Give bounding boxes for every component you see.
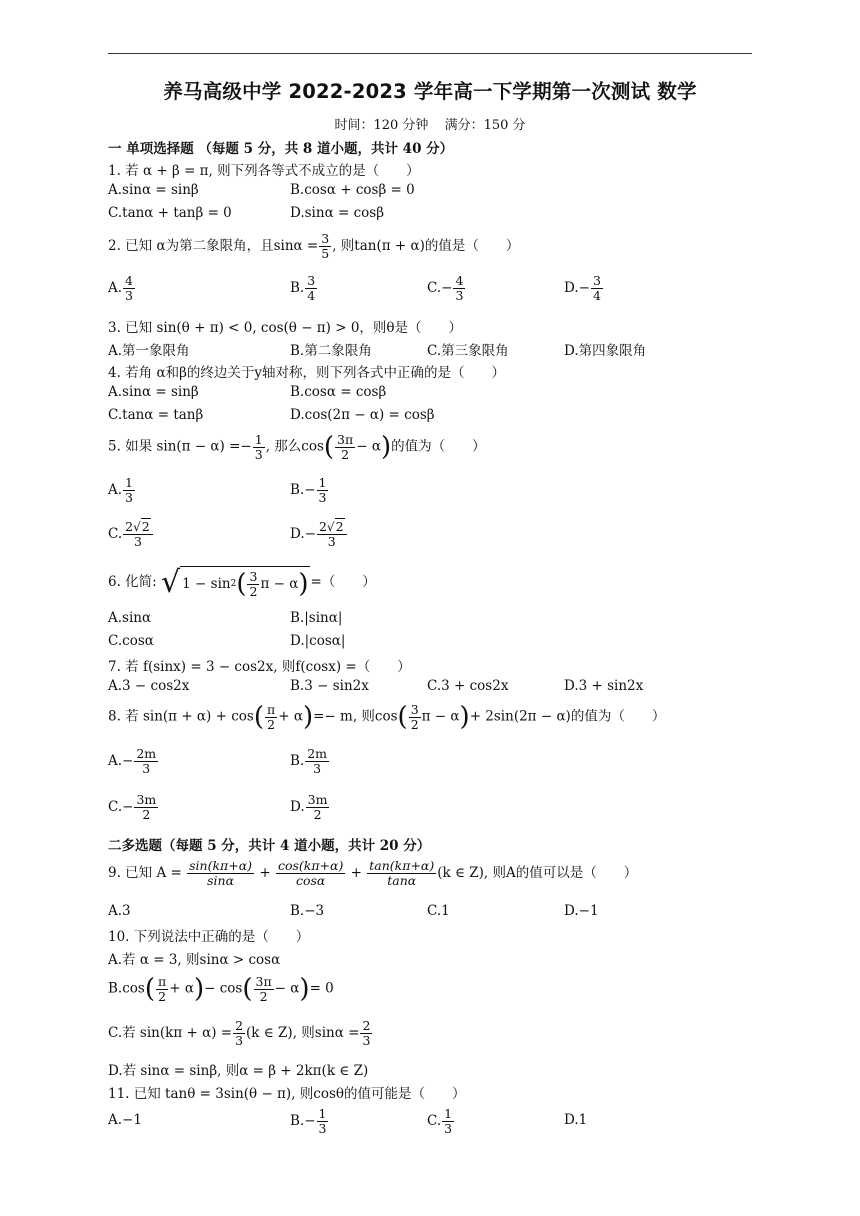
q9-option-c: C.1 [427,903,450,919]
q5-option-c: C. $\frac{2√2}{3}$ [108,520,154,549]
q7-option-c: C.3 + cos2x [427,678,509,694]
page-title: 养马高级中学 2022-2023 学年高一下学期第一次测试 数学 [163,80,697,103]
q11-stem: 11. 已知 tanθ = 3sin(θ − π), 则cosθ的值可能是（ ） [108,1086,466,1102]
q9-option-d: D.−1 [564,903,599,919]
q11-option-d: D.1 [564,1112,588,1128]
q6-option-c: C.cosα [108,633,154,649]
q11-option-b: B.− $\frac{1}{3}$ [290,1106,327,1136]
q4-option-b: B.cosα = cosβ [290,384,387,400]
q4-option-c: C.tanα = tanβ [108,407,204,423]
q3-stem: 3. 已知 sin(θ + π) < 0, cos(θ − π) > 0，则θ是（ ） [108,320,463,336]
q1-option-b: B.cosα + cosβ = 0 [290,182,415,198]
q9-option-b: B.−3 [290,903,325,919]
q10-option-d: D.若 sinα = sinβ, 则α = β + 2kπ(k ∈ Z) [108,1063,369,1079]
q2-option-d: D.− $\frac{3}{4}$ [564,273,601,303]
q2-option-a: A. $\frac{4}{3}$ [108,273,133,303]
q10-option-c: C.若 sin(kπ + α) = $\frac{2}{3}$ (k ∈ Z), 则sinα = $\frac{2}{3}$ [108,1018,371,1048]
q4-option-a: A.sinα = sinβ [108,384,199,400]
q9-stem: 9. 已知 A = $\frac{\sin(k\pi+\alpha)}{\sin\alpha}$ + $\frac{\cos(k\pi+\alpha)}{\cos\alpha}$ + $\frac{\tan(k\pi+\alpha)}{\tan\alpha}$ (k ∈ Z), 则A的值可以是（ ） [108,858,638,888]
q3-option-d: D.第四象限角 [564,343,647,359]
q4-stem: 4. 若角 α和β的终边关于y轴对称，则下列各式中正确的是（ ） [108,365,506,381]
q5-option-b: B.− $\frac{1}{3}$ [290,475,327,505]
exam-score: 满分：150 分 [444,118,526,133]
q4-option-d: D.cos(2π − α) = cosβ [290,407,435,423]
q2-option-b: B. $\frac{3}{4}$ [290,273,316,303]
q7-option-d: D.3 + sin2x [564,678,644,694]
q2-option-c: C.− $\frac{4}{3}$ [427,273,464,303]
q3-option-c: C.第三象限角 [427,343,509,359]
q10-stem: 10. 下列说法中正确的是（ ） [108,929,310,945]
q8-option-c: C.− $\frac{3m}{2}$ [108,792,157,822]
q8-option-a: A.− $\frac{2m}{3}$ [108,746,157,776]
q1-option-d: D.sinα = cosβ [290,205,385,221]
q8-option-d: D. $\frac{3m}{2}$ [290,792,328,822]
q5-stem: 5. 如果 sin(π − α) =− $\frac{1}{3}$ , 那么cos( $\frac{3\pi}{2}$ − α)的值为（ ） [108,431,486,462]
q3-option-b: B.第二象限角 [290,343,372,359]
top-rule [108,53,752,54]
q10-option-a: A.若 α = 3, 则sinα > cosα [108,952,281,968]
q6-option-d: D.|cosα| [290,633,346,649]
q11-option-c: C. $\frac{1}{3}$ [427,1106,453,1136]
q1-option-a: A.sinα = sinβ [108,182,199,198]
q10-option-b: B.cos( $\frac{\pi}{2}$ + α)− cos( $\frac{3\pi}{2}$ − α)= 0 [108,973,334,1004]
exam-time: 时间：120 分钟 [334,118,429,133]
q6-stem: 6. 化简: √ 1 − sin 2 ( 3 2 π − α ) =（ ） [108,564,376,600]
q8-stem: 8. 若 sin(π + α) + cos( $\frac{\pi}{2}$ + α)=− m, 则cos( $\frac{3}{2}$ π − α)+ 2sin(2π − α)的值为（ ） [108,701,666,732]
q9-option-a: A.3 [108,903,131,919]
q7-stem: 7. 若 f(sinx) = 3 − cos2x, 则f(cosx) =（ ） [108,659,411,675]
q11-option-a: A.−1 [108,1112,142,1128]
q6-option-b: B.|sinα| [290,610,343,626]
section-heading-2: 二多选题（每题 5 分，共计 4 道小题，共计 20 分） [108,838,431,854]
q5-option-a: A. $\frac{1}{3}$ [108,475,133,505]
q7-option-a: A.3 − cos2x [108,678,190,694]
q3-option-a: A.第一象限角 [108,343,190,359]
q7-option-b: B.3 − sin2x [290,678,369,694]
q6-option-a: A.sinα [108,610,152,626]
q1-option-c: C.tanα + tanβ = 0 [108,205,232,221]
section-heading-1: 一 单项选择题 （每题 5 分，共 8 道小题，共计 40 分） [108,141,454,157]
q5-option-d: D.− $\frac{2√2}{3}$ [290,520,348,549]
q2-stem: 2. 已知 α为第二象限角，且sinα = $\frac{3}{5}$ , 则tan(π + α)的值是（ ） [108,231,520,261]
q8-option-b: B. $\frac{2m}{3}$ [290,746,328,776]
exam-meta [0,114,860,133]
q1-stem: 1. 若 α + β = π, 则下列各等式不成立的是（ ） [108,163,420,179]
